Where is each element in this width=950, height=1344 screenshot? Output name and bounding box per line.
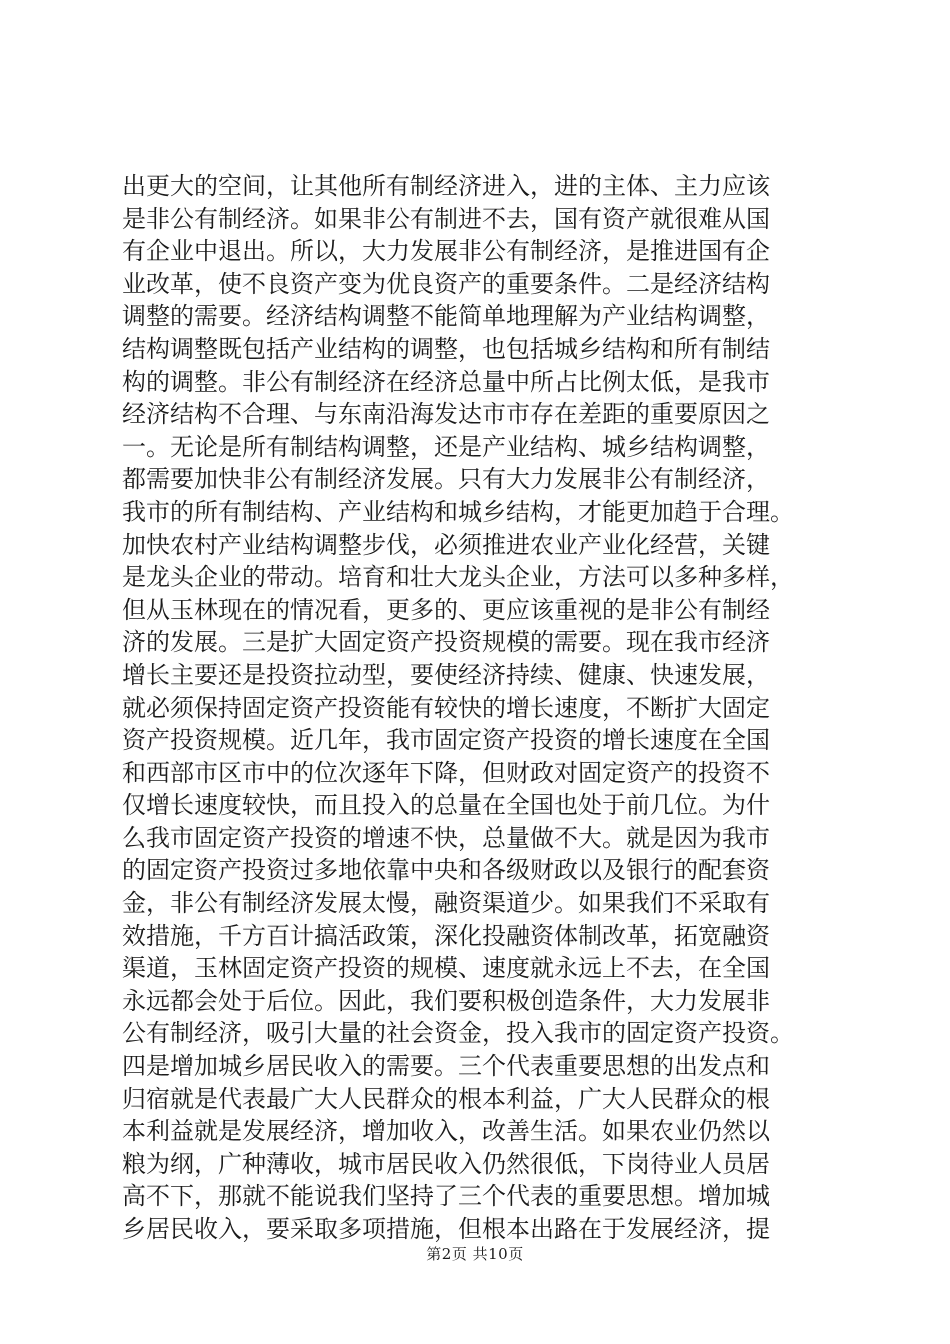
page-footer: 第2页 共10页 <box>426 1245 524 1263</box>
text-line: 是非公有制经济。如果非公有制进不去，国有资产就很难从国 <box>122 204 770 233</box>
text-line: 公有制经济，吸引大量的社会资金，投入我市的固定资产投资。 <box>122 1019 794 1048</box>
text-line: 么我市固定资产投资的增速不快，总量做不大。就是因为我市 <box>122 823 770 852</box>
text-line: 高不下，那就不能说我们坚持了三个代表的重要思想。增加城 <box>122 1182 770 1211</box>
text-line: 一。无论是所有制结构调整，还是产业结构、城乡结构调整， <box>122 432 770 461</box>
body-text <box>122 170 842 1246</box>
text-line: 济的发展。三是扩大固定资产投资规模的需要。现在我市经济 <box>122 628 770 657</box>
text-line: 我市的所有制结构、产业结构和城乡结构，才能更加趋于合理。 <box>122 497 794 526</box>
text-line: 仅增长速度较快，而且投入的总量在全国也处于前几位。为什 <box>122 791 770 820</box>
text-line: 是龙头企业的带动。培育和壮大龙头企业，方法可以多种多样， <box>122 563 794 592</box>
text-line: 出更大的空间，让其他所有制经济进入，进的主体、主力应该 <box>122 172 770 200</box>
text-line: 调整的需要。经济结构调整不能简单地理解为产业结构调整， <box>122 302 770 331</box>
text-line: 本利益就是发展经济，增加收入，改善生活。如果农业仍然以 <box>122 1117 770 1146</box>
text-line: 的固定资产投资过多地依靠中央和各级财政以及银行的配套资 <box>122 856 770 885</box>
text-line: 乡居民收入，要采取多项措施，但根本出路在于发展经济，提 <box>122 1215 770 1243</box>
text-line: 四是增加城乡居民收入的需要。三个代表重要思想的出发点和 <box>122 1052 770 1081</box>
text-line: 都需要加快非公有制经济发展。只有大力发展非公有制经济， <box>122 465 770 494</box>
text-line: 就必须保持固定资产投资能有较快的增长速度，不断扩大固定 <box>122 693 770 722</box>
text-line: 加快农村产业结构调整步伐，必须推进农业产业化经营，关键 <box>122 530 770 559</box>
text-line: 有企业中退出。所以，大力发展非公有制经济，是推进国有企 <box>122 237 770 266</box>
text-line: 粮为纲，广种薄收，城市居民收入仍然很低，下岗待业人员居 <box>122 1149 770 1178</box>
text-line: 构的调整。非公有制经济在经济总量中所占比例太低，是我市 <box>122 367 770 396</box>
text-line: 经济结构不合理、与东南沿海发达市市存在差距的重要原因之 <box>122 400 770 429</box>
text-line: 但从玉林现在的情况看，更多的、更应该重视的是非公有制经 <box>122 595 770 624</box>
text-line: 和西部市区市中的位次逐年下降，但财政对固定资产的投资不 <box>122 758 770 787</box>
text-line: 结构调整既包括产业结构的调整，也包括城乡结构和所有制结 <box>122 334 770 363</box>
text-line: 效措施，千方百计搞活政策，深化投融资体制改革，拓宽融资 <box>122 921 770 950</box>
text-line: 资产投资规模。近几年，我市固定资产投资的增长速度在全国 <box>122 726 770 755</box>
text-line: 渠道，玉林固定资产投资的规模、速度就永远上不去，在全国 <box>122 954 770 983</box>
text-line: 业改革，使不良资产变为优良资产的重要条件。二是经济结构 <box>122 269 770 298</box>
text-line: 增长主要还是投资拉动型，要使经济持续、健康、快速发展， <box>122 660 770 689</box>
text-line: 归宿就是代表最广大人民群众的根本利益，广大人民群众的根 <box>122 1084 770 1113</box>
text-line: 永远都会处于后位。因此，我们要积极创造条件，大力发展非 <box>122 986 770 1015</box>
text-line: 金，非公有制经济发展太慢，融资渠道少。如果我们不采取有 <box>122 889 770 918</box>
